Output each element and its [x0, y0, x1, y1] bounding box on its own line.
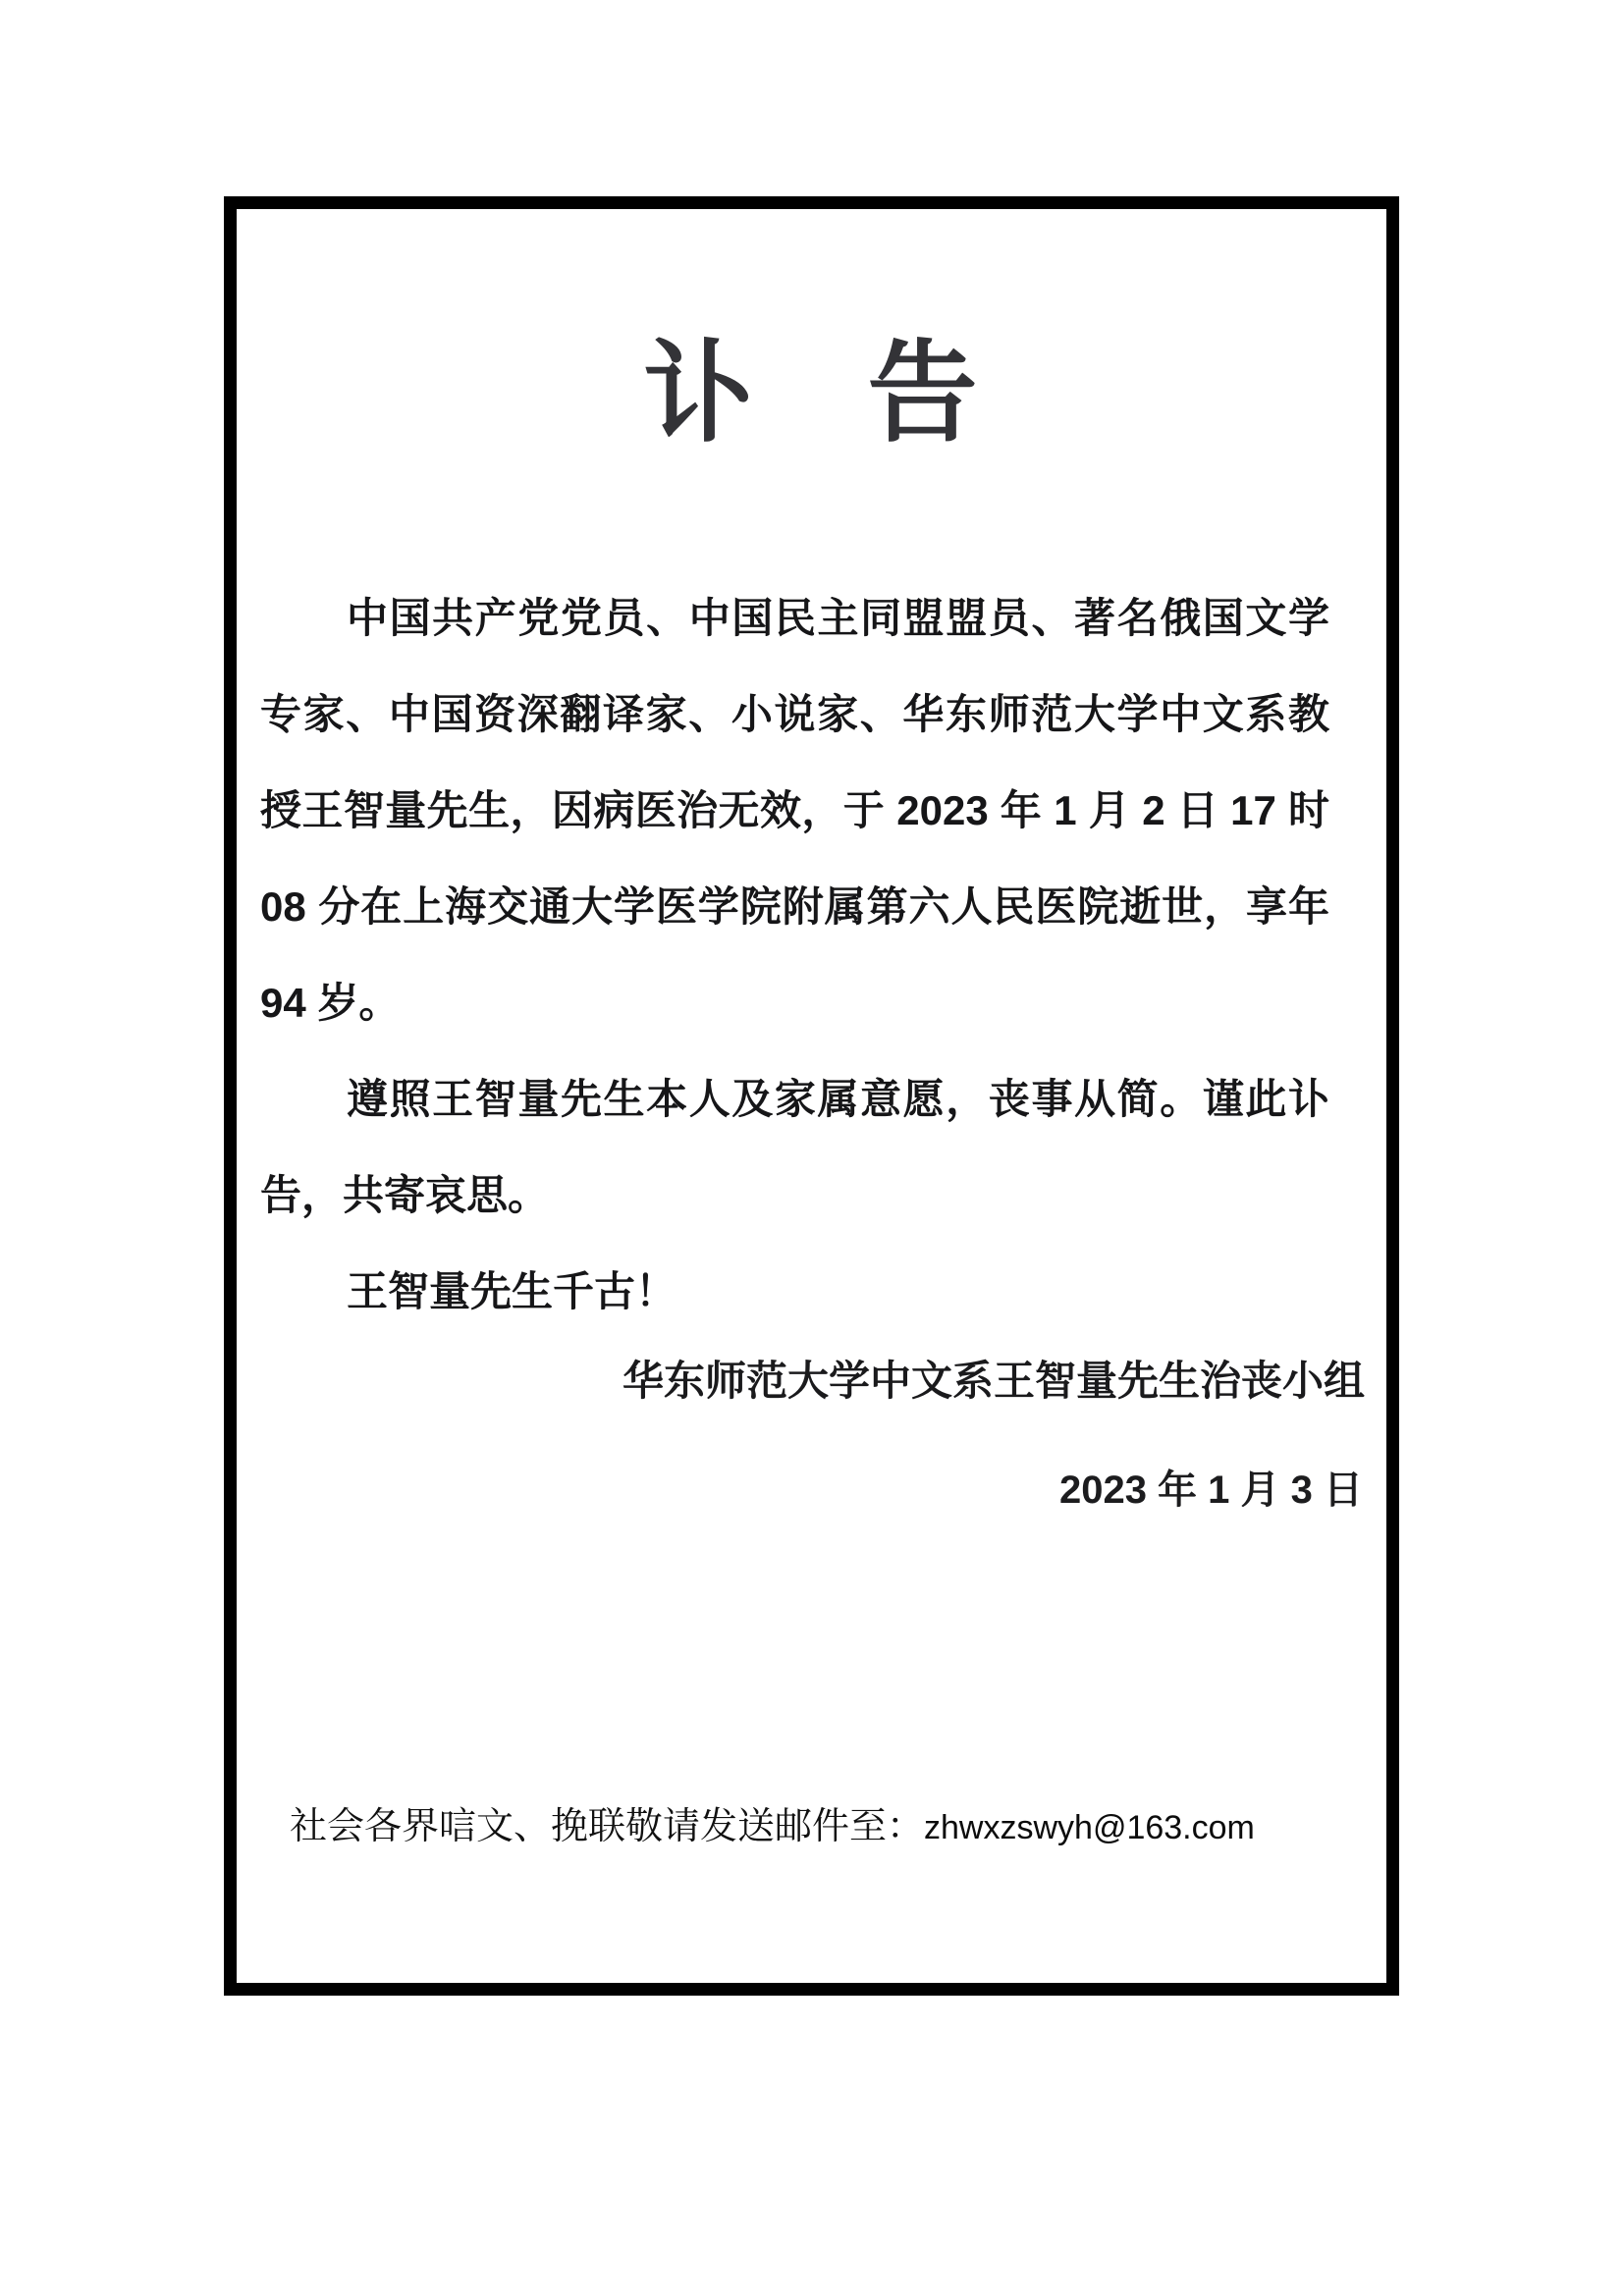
contact-email: zhwxzswyh@163.com: [924, 1809, 1255, 1846]
date-line: 2023 年 1 月 3 日: [1058, 1468, 1363, 1512]
body-text: [260, 570, 1329, 1340]
paragraph-announcement: 中国共产党党员、中国民主同盟盟员、著名俄国文学专家、中国资深翻译家、小说家、华东师范大学中文系教授王智量先生，因病医治无效，于 2023 年 1 月 2 日 17 时 08 分在上海交通大学医学院附属第六人民医院逝世，享年 94 岁。: [260, 595, 1329, 1026]
paragraph-funeral-arrangements: 遵照王智量先生本人及家属意愿，丧事从简。谨此讣告，共寄哀思。: [260, 1076, 1329, 1218]
page-title: 讣 告: [643, 332, 980, 454]
contact-line: [290, 1801, 1347, 1853]
signature-committee: 华东师范大学中文系王智量先生治丧小组: [622, 1358, 1365, 1404]
paragraph-tribute: 王智量先生千古！: [347, 1268, 677, 1314]
contact-label: 社会各界唁文、挽联敬请发送邮件至：: [290, 1806, 925, 1847]
border-frame: [224, 196, 1399, 1996]
